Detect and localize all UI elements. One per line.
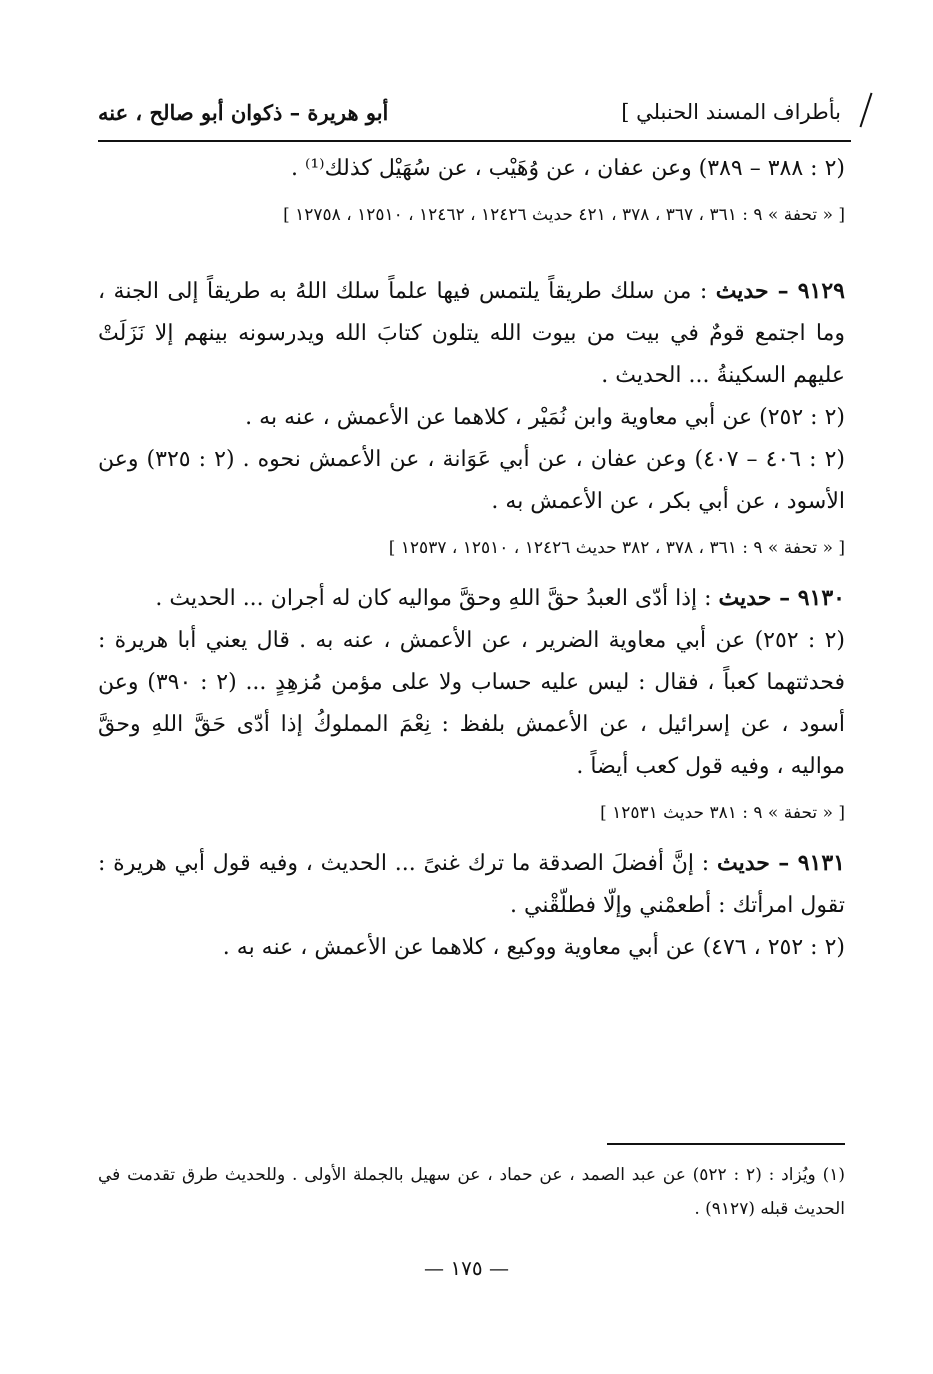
tuhfa-reference: [ « تحفة » ٩ : ٣٦١ ، ٣٧٨ ، ٣٨٢ حديث ١٢٤٢٦ ، ١٢٥١٠ ، ١٢٥٣٧ ] — [388, 538, 845, 558]
hadith-text: : إذا أدّى العبدُ حقَّ اللهِ وحقَّ مواليه كان له أجران ... الحديث . — [155, 586, 719, 611]
chain-paragraph: (٢ : ٢٥٢) عن أبي معاوية الضرير ، عن الأعمش ، عنه به . قال يعني أبا هريرة : فحدثتهما كعباً ، فقال : ليس عليه حساب ولا على مؤمن مُزهِدٍ ... (٢ : ٣٩٠) وعن أسود ، عن إسرائيل ، عن الأعمش بلفظ : نِعْمَ المملوكُ إذا أدّى حَقَّ اللهِ وحقَّ مواليه ، وفيه قول كعب أيضاً . — [98, 628, 846, 779]
hadith-text: : إنَّ أفضلَ الصدقة ما ترك غنىً ... الحديث ، وفيه قول أبي هريرة : تقول امرأتك : أطعمْني وإلّا فطلّقْني . — [98, 851, 845, 918]
tuhfa-reference: [ « تحفة » ٩ : ٣٨١ حديث ١٢٥٣١ ] — [600, 803, 845, 823]
chain-paragraph: (٢ : ٢٥٢ ، ٤٧٦) عن أبي معاوية ووكيع ، كلاهما عن الأعمش ، عنه به . — [222, 935, 845, 960]
running-header — [98, 92, 851, 142]
footnote-text: (١) ويُزاد : (٢ : ٥٢٢) عن عبد الصمد ، عن حماد ، عن سهيل بالجملة الأولى . وللحديث طرق تقدمت في الحديث قبله (٩١٢٧) . — [98, 1165, 845, 1219]
hadith-label: – حديث — [715, 278, 798, 304]
chain-paragraph: (٢ : ٣٨٨ – ٣٨٩) وعن عفان ، عن وُهَيْب ، عن سُهَيْل كذلك⁽¹⁾ . — [290, 156, 845, 181]
hadith-number: ٩١٢٩ — [797, 278, 845, 304]
hadith-label: – حديث — [718, 585, 798, 611]
hadith-entry — [98, 270, 845, 397]
chain-paragraph: (٢ : ٢٥٢) عن أبي معاوية وابن نُمَيْر ، كلاهما عن الأعمش ، عنه به . — [245, 405, 845, 430]
tuhfa-reference: [ « تحفة » ٩ : ٣٦١ ، ٣٦٧ ، ٣٧٨ ، ٤٢١ حديث ١٢٤٢٦ ، ١٢٤٦٢ ، ١٢٥١٠ ، ١٢٧٥٨ ] — [283, 205, 845, 225]
page-number: — ١٧٥ — — [424, 1256, 509, 1280]
chain-paragraph: (٢ : ٤٠٦ – ٤٠٧) وعن عفان ، عن أبي عَوَانة ، عن الأعمش نحوه . (٢ : ٣٢٥) وعن الأسود ، عن أبي بكر ، عن الأعمش به . — [98, 447, 845, 514]
header-section-title: أبو هريرة – ذكوان أبو صالح ، عنه — [98, 100, 389, 125]
hadith-label: – حديث — [716, 850, 798, 876]
block-gap — [98, 244, 845, 270]
page-body — [98, 148, 845, 969]
hadith-number: ٩١٣١ — [797, 850, 845, 876]
header-book-title: بأطراف المسند الحنبلي ] — [621, 100, 841, 124]
hadith-number: ٩١٣٠ — [797, 585, 845, 611]
corner-mark — [859, 93, 872, 128]
hadith-text: : من سلك طريقاً يلتمس فيها علماً سلك اللهُ به طريقاً إلى الجنة ، وما اجتمع قومٌ في بيت من بيوت الله يتلون كتابَ الله ويدرسونه بينهم إلا نَزَلَتْ عليهم السكينةُ ... الحديث . — [98, 279, 845, 388]
hadith-entry — [98, 577, 845, 620]
hadith-entry — [98, 842, 845, 927]
footnote-divider — [607, 1143, 845, 1145]
footnotes — [98, 1158, 845, 1226]
